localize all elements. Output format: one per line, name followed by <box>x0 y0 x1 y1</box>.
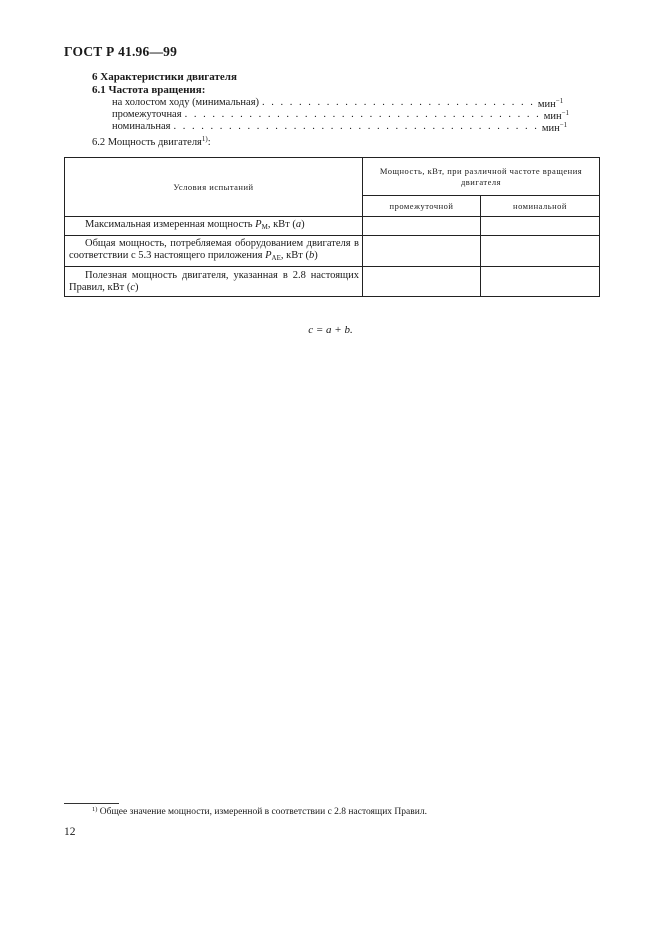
document-code: ГОСТ Р 41.96—99 <box>64 44 178 59</box>
footnote-divider <box>64 803 119 804</box>
table-row <box>65 267 600 297</box>
table-row <box>65 236 600 267</box>
footnote-marker: 1) <box>92 806 98 813</box>
col-header-intermediate: промежуточной <box>363 196 481 217</box>
section-title: 6 Характеристики двигателя <box>92 71 237 83</box>
speed-label: промежуточная <box>112 109 182 120</box>
table-row <box>65 217 600 236</box>
row-label: Максимальная измеренная мощность $P_M$, кВт (a) <box>65 217 363 236</box>
speed-unit: мин$^{-1}$ <box>541 121 568 134</box>
speed-label: на холостом ходу (минимальная) <box>112 97 260 108</box>
footnote-text: Общее значение мощности, измеренной в соответствии с 2.8 настоящих Правил. <box>99 807 427 817</box>
power-title: 6.2 Мощность двигателя$^{1)}$: <box>92 135 211 148</box>
leader-dots: . . . . . . . . . . . . . . . . . . . . . . . . . . . . . . . . . . . . . . . . <box>173 121 539 132</box>
value-cell-nominal <box>481 236 600 267</box>
footnote-ref: 1) <box>201 135 208 143</box>
value-cell-nominal <box>481 267 600 297</box>
col-header-conditions: Условия испытаний <box>65 158 363 217</box>
value-cell-intermediate <box>363 236 481 267</box>
value-cell-nominal <box>481 217 600 236</box>
formula: c = a + b. <box>308 324 353 336</box>
value-cell-intermediate <box>363 217 481 236</box>
col-header-power: Мощность, кВт, при различной частоте вращения двигателя <box>363 158 600 196</box>
page-number: 12 <box>64 826 76 838</box>
value-cell-intermediate <box>363 267 481 297</box>
power-table <box>64 157 600 297</box>
leader-dots: . . . . . . . . . . . . . . . . . . . . . . . . . . . . . . . . . . . . . . . <box>184 109 541 120</box>
row-label: Общая мощность, потребляемая оборудованием двигателя в соответствии с 5.3 настоящего приложения $P_{AE}$, кВт (b) <box>65 236 363 267</box>
leader-dots: . . . . . . . . . . . . . . . . . . . . . . . . . . . . . . <box>262 97 535 108</box>
speed-label: номинальная <box>112 121 171 132</box>
footnote <box>92 806 427 817</box>
speed-unit: мин$^{-1}$ <box>537 97 564 110</box>
subsection-title: 6.1 Частота вращения: <box>92 84 206 96</box>
col-header-nominal: номинальной <box>481 196 600 217</box>
speed-line-nominal <box>112 121 568 134</box>
speed-unit: мин$^{-1}$ <box>543 109 570 122</box>
row-label: Полезная мощность двигателя, указанная в 2.8 настоящих Правил, кВт (c) <box>65 267 363 297</box>
